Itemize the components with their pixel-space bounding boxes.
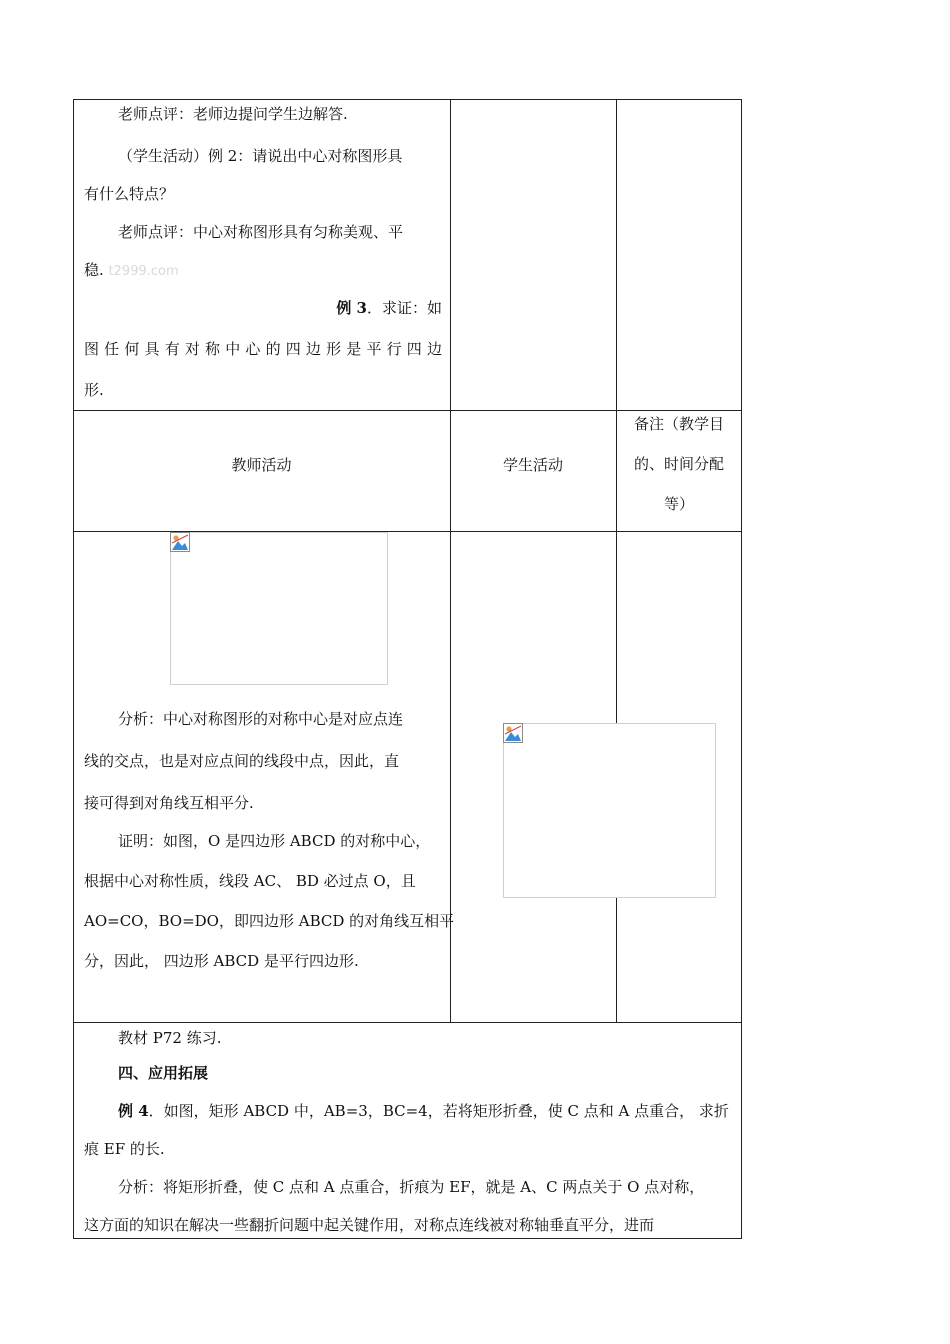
broken-image-icon (170, 532, 190, 552)
analysis-line-3: 接可得到对角线互相平分. (84, 794, 254, 812)
figure-placeholder-2 (503, 723, 716, 898)
example-2-line-2: 有什么特点？ (84, 185, 175, 203)
analysis-4-line-2: 这方面的知识在解决一些翻折问题中起关键作用，对称点连线被对称轴垂直平分，进而 (84, 1216, 655, 1234)
broken-image-icon (503, 723, 523, 743)
analysis-line-1: 分析：中心对称图形的对称中心是对应点连 (118, 710, 404, 728)
teacher-comment-2-line-1: 老师点评：中心对称图形具有匀称美观、平 (118, 223, 404, 241)
example-2-line-1: （学生活动）例 2：请说出中心对称图形具 (118, 147, 403, 165)
watermark-text: t2999.com (108, 264, 179, 279)
teacher-comment-2-line-2 (84, 250, 442, 288)
proof-line-3: AO=CO，BO=DO，即四边形 ABCD 的对角线互相平 (84, 912, 455, 930)
example-3-prompt: ．求证：如 (366, 299, 442, 317)
analysis-line-2: 线的交点，也是对应点间的线段中点，因此，直 (84, 752, 400, 770)
analysis-proof-text (84, 699, 455, 981)
section-heading-application: 四、应用拓展 (118, 1064, 209, 1082)
example-3-label: 例 3 (336, 299, 367, 317)
header-notes (616, 404, 742, 524)
bottom-row-text (84, 1018, 734, 1243)
header-student-activity: 学生活动 (502, 456, 563, 474)
header-teacher-activity: 教师活动 (231, 456, 292, 474)
example-3-heading (84, 288, 442, 329)
example-4-prompt: ．如图，矩形 ABCD 中，AB=3，BC=4，若将矩形折叠，使 C 点和 A 点重合， 求折 (148, 1102, 729, 1120)
example-4-line-1 (84, 1091, 734, 1129)
teacher-comment-2-end: 稳. (84, 261, 104, 279)
proof-line-1: 证明：如图，O 是四边形 ABCD 的对称中心， (118, 832, 431, 850)
figure-placeholder-1 (170, 532, 388, 685)
example-3-line-3: 形. (84, 381, 104, 399)
header-notes-line-3: 等） (663, 495, 694, 513)
header-notes-line-1: 备注（教学目 (633, 415, 724, 433)
column-divider-1 (450, 99, 451, 1023)
analysis-4-line-1: 分析：将矩形折叠，使 C 点和 A 点重合，折痕为 EF，就是 A、C 两点关于 O 点对称， (118, 1178, 705, 1196)
top-row-text (84, 99, 442, 411)
example-3-line-2: 图任何具有对称中心的四边形是平行四边 (84, 340, 442, 358)
teacher-comment-1: 老师点评：老师边提问学生边解答. (118, 105, 348, 123)
proof-line-4: 分，因此， 四边形 ABCD 是平行四边形. (84, 952, 359, 970)
header-notes-line-2: 的、时间分配 (633, 455, 724, 473)
example-4-label: 例 4 (118, 1102, 149, 1120)
example-4-line-2: 痕 EF 的长. (84, 1140, 165, 1158)
textbook-exercise: 教材 P72 练习. (118, 1029, 222, 1047)
proof-line-2: 根据中心对称性质，线段 AC、 BD 必过点 O，且 (84, 872, 416, 890)
